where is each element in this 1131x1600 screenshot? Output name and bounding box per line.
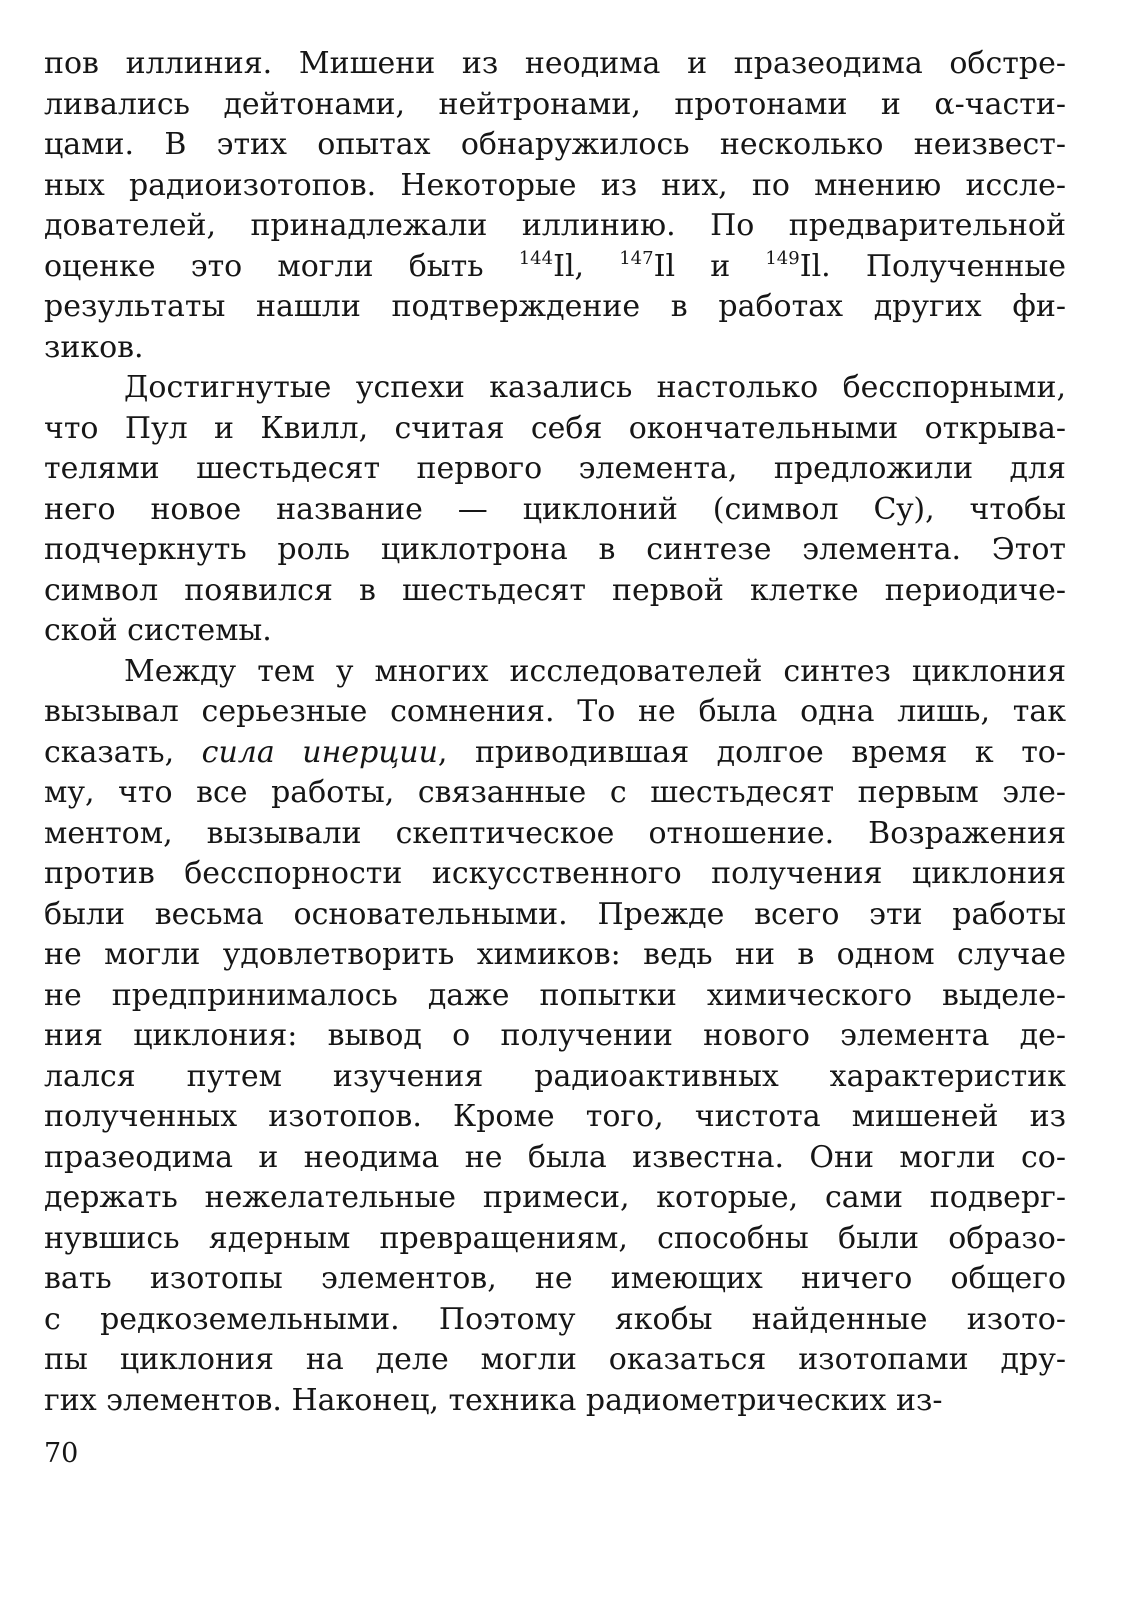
text-segment: подчеркнуть роль циклотрона в синтезе элемента. Этот [44,532,1066,567]
mass-number-superscript: 144 [518,247,554,269]
text-segment: Достигнутые успехи казались настолько бесспорными, [124,370,1066,405]
text-line [44,44,1066,85]
text-segment: Il, [553,248,620,284]
text-line [44,814,1066,855]
text-segment: дователей, принадлежали иллинию. По предварительной [44,208,1066,243]
paragraph [44,44,1066,368]
text-line [44,854,1066,895]
paragraph [44,368,1066,652]
text-segment: не могли удовлетворить химиков: ведь ни в одном случае [44,937,1066,972]
text-segment: результаты нашли подтверждение в работах других фи- [44,289,1066,324]
text-line [44,125,1066,166]
body-text [44,44,1066,1421]
text-segment: ливались дейтонами, нейтронами, протонами и α-части- [44,86,1066,122]
text-segment: что Пул и Квилл, считая себя окончательными открыва- [44,410,1066,446]
text-segment: зиков. [44,329,144,365]
text-segment: , приводившая долгое время к то- [437,734,1066,770]
text-line [44,1138,1066,1179]
text-segment: пов иллиния. Мишени из неодима и празеодима обстре- [44,46,1066,81]
text-segment: символ появился в шестьдесят первой клетке периодиче- [44,572,1066,608]
text-segment: лался путем изучения радиоактивных характеристик [44,1058,1066,1094]
text-segment: ментом, вызывали скептическое отношение. Возражения [44,815,1066,851]
text-segment: сила инерции [201,734,438,770]
text-line [44,530,1066,571]
text-line [44,490,1066,531]
mass-number-superscript: 147 [619,247,654,269]
text-segment: Между тем у многих исследователей синтез циклония [124,653,1066,689]
text-line [44,1219,1066,1260]
text-line [44,1300,1066,1341]
text-line [44,166,1066,207]
text-segment: вать изотопы элементов, не имеющих ничего общего [44,1261,1066,1296]
text-segment: вызывал серьезные сомнения. То не была одна лишь, так [44,694,1066,729]
text-segment: оценке это могли быть [44,248,519,284]
text-segment: ской системы. [44,613,272,648]
text-segment: держать нежелательные примеси, которые, сами подверг- [44,1180,1066,1215]
text-line [44,1097,1066,1138]
text-segment: не предпринималось даже попытки химического выделе- [44,977,1066,1013]
text-line [44,206,1066,247]
text-segment: му, что все работы, связанные с шестьдесят первым эле- [44,775,1066,810]
text-line [44,1016,1066,1057]
text-segment: были весьма основательными. Прежде всего эти работы [44,896,1066,932]
text-segment: полученных изотопов. Кроме того, чистота мишеней из [44,1099,1066,1134]
text-segment: сказать, [44,734,202,770]
text-line [44,368,1066,409]
text-line [44,895,1066,936]
text-line [44,1381,1066,1422]
text-segment: с редкоземельными. Поэтому якобы найденные изото- [44,1301,1066,1337]
text-segment: телями шестьдесят первого элемента, предложили для [44,451,1066,486]
text-segment: цами. В этих опытах обнаружилось несколько неизвест- [44,127,1066,162]
text-segment: Il. Полученные [799,248,1066,284]
text-line [44,935,1066,976]
text-segment: нувшись ядерным превращениям, способны были образо- [44,1220,1066,1256]
text-line [44,571,1066,612]
mass-number-superscript: 149 [765,247,800,269]
text-line [44,1178,1066,1219]
text-line [44,409,1066,450]
text-line [44,733,1066,774]
paragraph [44,652,1066,1422]
text-line [44,652,1066,693]
text-segment: пы циклония на деле могли оказаться изотопами дру- [44,1342,1066,1377]
text-segment: против бесспорности искусственного получения циклония [44,856,1066,891]
text-line [44,449,1066,490]
text-line [44,692,1066,733]
text-segment: гих элементов. Наконец, техника радиометрических из- [44,1382,943,1418]
text-segment: ных радиоизотопов. Некоторые из них, по мнению иссле- [44,167,1066,203]
text-line [44,976,1066,1017]
text-segment: ния циклония: вывод о получении нового элемента де- [44,1018,1066,1053]
text-line [44,1057,1066,1098]
text-segment: празеодима и неодима не была известна. Они могли со- [44,1139,1066,1175]
text-line [44,773,1066,814]
text-segment: него новое название — циклоний (символ Cy), чтобы [44,491,1066,527]
text-line [44,611,1066,652]
text-line [44,287,1066,328]
text-segment: Il и [653,248,766,284]
page-number: 70 [44,1438,79,1469]
text-line [44,85,1066,126]
text-line [44,247,1066,288]
text-line [44,1340,1066,1381]
text-line [44,1259,1066,1300]
text-line [44,328,1066,369]
